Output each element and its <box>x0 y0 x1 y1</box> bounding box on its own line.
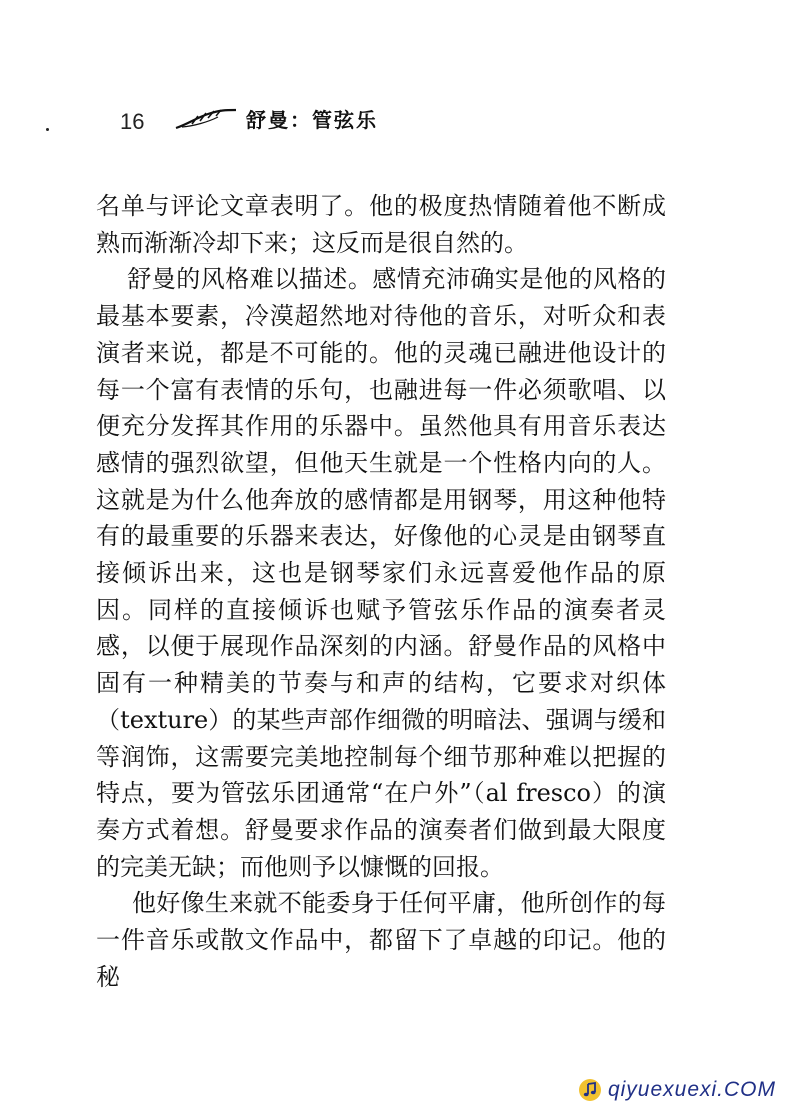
paragraph-continuation: 名单与评论文章表明了。他的极度热情随着他不断成熟而渐渐冷却下来；这反而是很自然的。 <box>96 192 666 257</box>
page-number: 16 <box>120 109 145 134</box>
music-note-icon <box>578 1078 602 1102</box>
body-text <box>96 188 666 995</box>
paragraph-style: 舒曼的风格难以描述。感情充沛确实是他的风格的最基本要素，冷漠超然地对待他的音乐，对听众和表演者来说，都是不可能的。他的灵魂已融进他设计的每一个富有表情的乐句，也融进每一件必须歌唱、以便充分发挥其作用的乐器中。虽然他具有用音乐表达感情的强烈欲望，但他天生就是一个性格内向的人。这就是为什么他奔放的感情都是用钢琴，用这种他特有的最重要的乐器来表达，好像他的心灵是由钢琴直接倾诉出来，这也是钢琴家们永远喜爱他作品的原因。同样的直接倾诉也赋予管弦乐作品的演奏者灵感，以便于展现作品深刻的内涵。舒曼作品的风格中固有一种精美的节奏与和声的结构，它要求对织体（texture）的某些声部作细微的明暗法、强调与缓和等润饰，这需要完美地控制每个细节那种难以把握的特点，要为管弦乐团通常“在户外”（al fresco）的演奏方式着想。舒曼要求作品的演奏者们做到最大限度的完美无缺；而他则予以慷慨的回报。 <box>96 265 666 881</box>
flourish-ornament-icon <box>174 108 238 130</box>
site-watermark <box>578 1078 776 1102</box>
running-title: 舒曼：管弦乐 <box>246 108 378 132</box>
watermark-text: qiyuexuexi.COM <box>607 1078 776 1101</box>
page-header <box>120 106 440 140</box>
paragraph-closing: 他好像生来就不能委身于任何平庸，他所创作的每一件音乐或散文作品中，都留下了卓越的印记。他的秘 <box>96 889 666 991</box>
margin-dot <box>46 128 49 131</box>
